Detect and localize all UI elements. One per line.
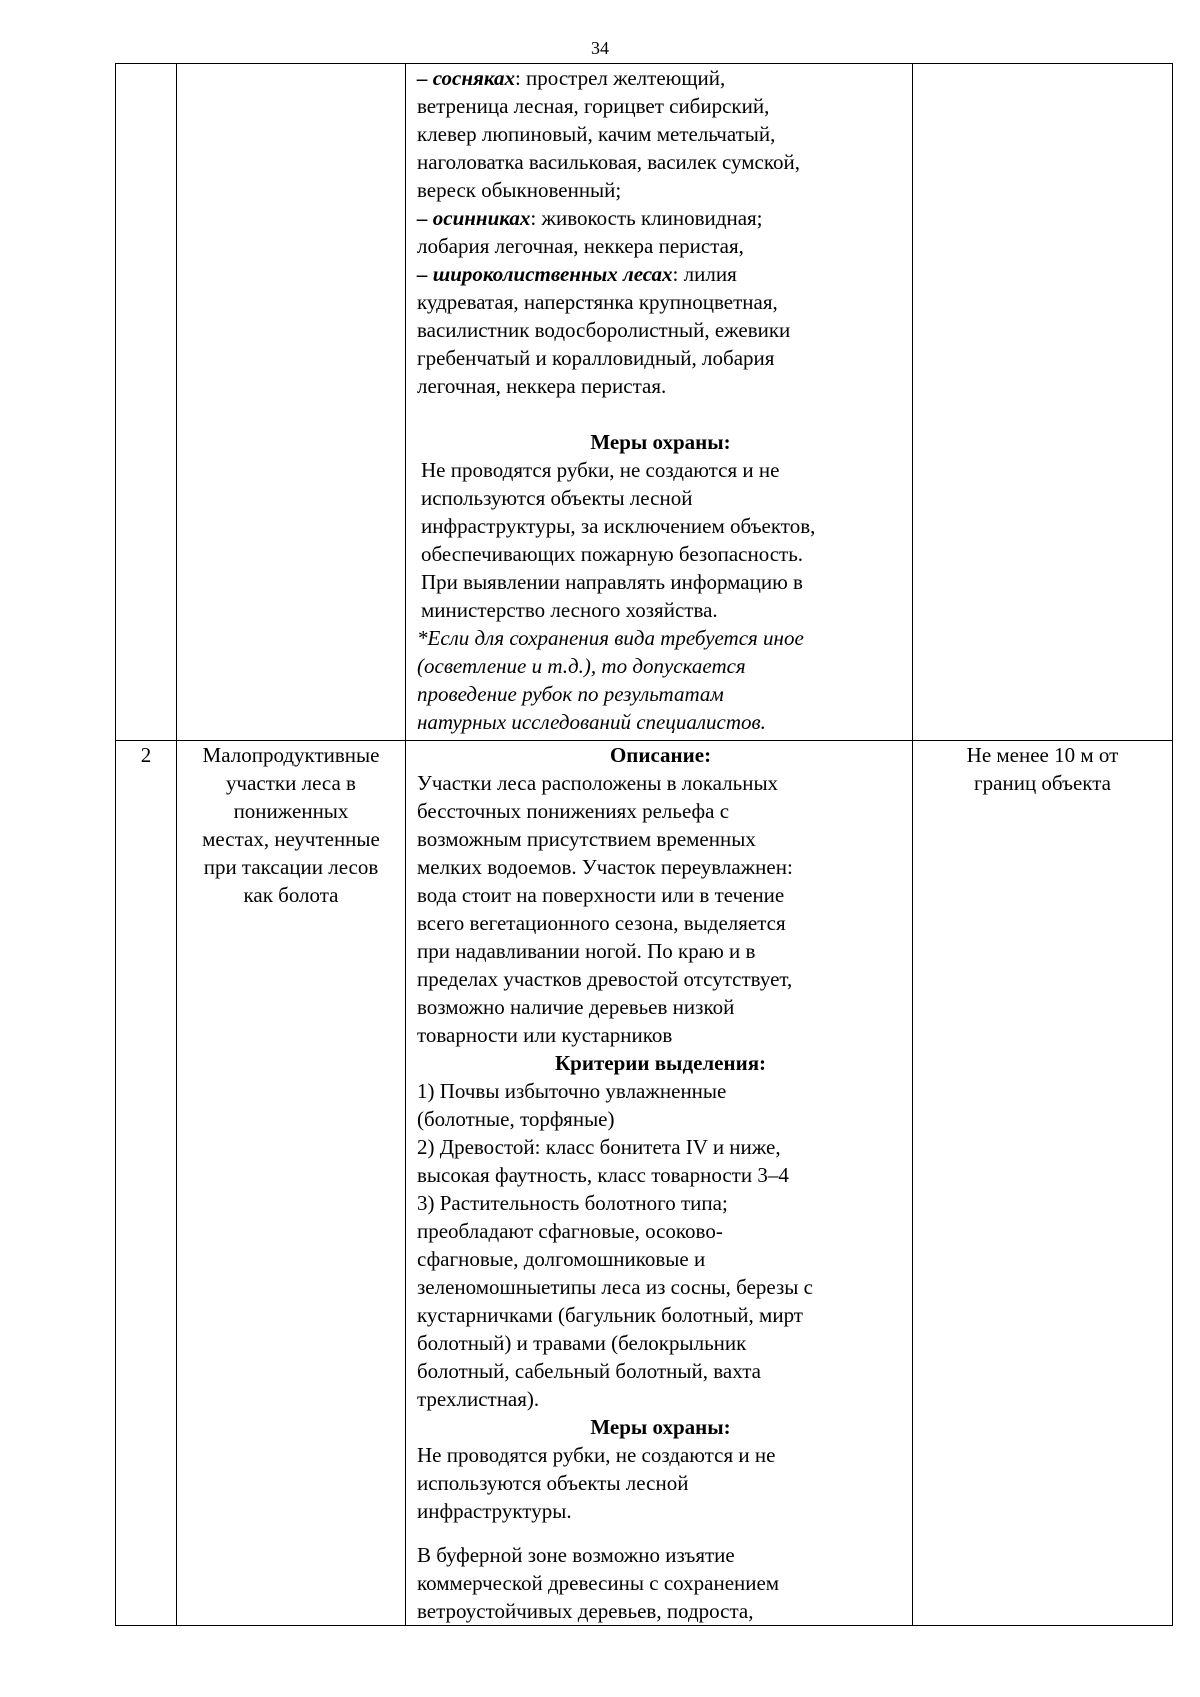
habitat-pine-line: – сосняках: прострел желтеющий,: [417, 66, 726, 90]
text-line: возможным присутствием временных: [417, 827, 756, 851]
habitat-broadleaf-line: – широколиственных лесах: лилия: [417, 262, 737, 286]
text-line: клевер люпиновый, качим метельчатый,: [417, 122, 776, 146]
text-line: коммерческой древесины с сохранением: [417, 1571, 780, 1595]
text-line: кудреватая, наперстянка крупноцветная,: [417, 290, 778, 314]
text-line: как болота: [243, 883, 339, 907]
note-line: (осветление и т.д.), то допускается: [417, 654, 746, 678]
text-line: 1) Почвы избыточно увлажненные: [417, 1079, 727, 1103]
text-line: преобладают сфагновые, осоково-: [417, 1219, 723, 1243]
text-line: 2) Древостой: класс бонитета IV и ниже,: [417, 1135, 781, 1159]
text-line: мелких водоемов. Участок переувлажнен:: [417, 855, 793, 879]
text-line: кустарничками (багульник болотный, мирт: [417, 1303, 803, 1327]
text-line: Не менее 10 м от: [966, 743, 1119, 767]
text-line: Малопродуктивные: [202, 743, 380, 767]
buffer-zone-cell: [913, 741, 1173, 1626]
criteria-heading: Критерии выделения:: [554, 1051, 767, 1075]
text-line: ветреница лесная, горицвет сибирский,: [417, 94, 770, 118]
text-line: При выявлении направлять информацию в: [421, 570, 803, 594]
text-line: сфагновые, долгомошниковые и: [417, 1247, 706, 1271]
text-line: легочная, неккера перистая.: [417, 374, 667, 398]
text-line: при надавливании ногой. По краю и в: [417, 939, 756, 963]
protection-heading: Меры охраны:: [590, 1415, 731, 1439]
text-line: границ объекта: [974, 771, 1111, 795]
description-cell: [406, 741, 913, 1626]
text-line: возможно наличие деревьев низкой: [417, 995, 735, 1019]
text-line: болотный) и травами (белокрыльник: [417, 1331, 747, 1355]
text-line: Не проводятся рубки, не создаются и не: [417, 1443, 776, 1467]
text-line: обеспечивающих пожарную безопасность.: [421, 542, 804, 566]
buffer-zone-cell: [913, 64, 1173, 741]
note-line: натурных исследований специалистов.: [417, 710, 766, 734]
text-line: участки леса в: [226, 771, 356, 795]
description-heading: Описание:: [609, 743, 712, 767]
habitat-aspen-line: – осинниках: живокость клиновидная;: [417, 206, 763, 230]
page-number: 34: [591, 38, 609, 58]
text-line: болотный, сабельный болотный, вахта: [417, 1359, 761, 1383]
text-line: инфраструктуры.: [417, 1499, 572, 1523]
object-name-cell: [177, 64, 406, 741]
text-line: Участки леса расположены в локальных: [417, 771, 779, 795]
text-line: вода стоит на поверхности или в течение: [417, 883, 785, 907]
text-line: министерство лесного хозяйства.: [421, 598, 718, 622]
text-line: высокая фаутность, класс товарности 3–4: [417, 1163, 789, 1187]
text-line: пониженных: [233, 799, 349, 823]
text-line: инфраструктуры, за исключением объектов,: [421, 514, 816, 538]
protection-measures-table: [115, 63, 1173, 1626]
text-line: ветроустойчивых деревьев, подроста,: [417, 1599, 754, 1623]
row-number-cell: [116, 64, 177, 741]
text-line: используются объекты лесной: [417, 1471, 689, 1495]
text-line: лобария легочная, неккера перистая,: [417, 234, 744, 258]
table-row: [116, 741, 1173, 1626]
text-line: (болотные, торфяные): [417, 1107, 615, 1131]
row-number-cell: 2: [116, 741, 177, 1626]
object-name-cell: [177, 741, 406, 1626]
text-line: трехлистная).: [417, 1387, 540, 1411]
text-line: Не проводятся рубки, не создаются и не: [421, 458, 780, 482]
text-line: при таксации лесов: [203, 855, 379, 879]
description-cell: [406, 64, 913, 741]
table-row: [116, 64, 1173, 741]
text-line: В буферной зоне возможно изъятие: [417, 1543, 735, 1567]
text-line: вереск обыкновенный;: [417, 178, 622, 202]
note-line: проведение рубок по результатам: [417, 682, 724, 706]
text-line: всего вегетационного сезона, выделяется: [417, 911, 786, 935]
text-line: местах, неучтенные: [202, 827, 380, 851]
text-line: василистник водосборолистный, ежевики: [417, 318, 791, 342]
text-line: пределах участков древостой отсутствует,: [417, 967, 793, 991]
text-line: гребенчатый и коралловидный, лобария: [417, 346, 775, 370]
protection-heading: Меры охраны:: [590, 430, 731, 454]
text-line: наголоватка васильковая, василек сумской,: [417, 150, 801, 174]
note-line: *Если для сохранения вида требуется иное: [417, 626, 804, 650]
text-line: бессточных понижениях рельефа с: [417, 799, 730, 823]
text-line: товарности или кустарников: [417, 1023, 673, 1047]
text-line: зеленомошныетипы леса из сосны, березы с: [417, 1275, 813, 1299]
text-line: используются объекты лесной: [421, 486, 693, 510]
text-line: 3) Растительность болотного типа;: [417, 1191, 728, 1215]
